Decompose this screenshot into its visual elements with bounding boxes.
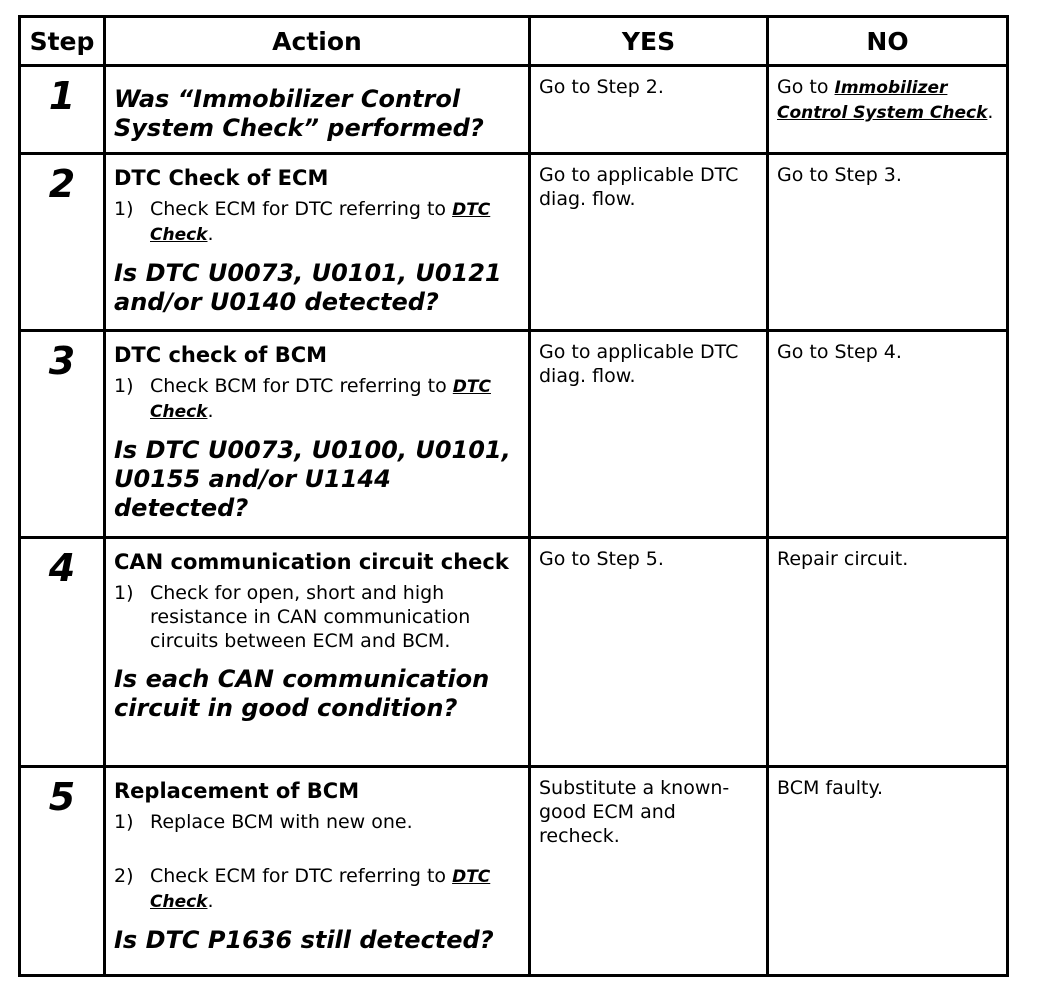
- action-cell: [105, 767, 530, 976]
- yes-result: Go to applicable DTC diag. flow.: [539, 164, 739, 210]
- yes-cell: [530, 331, 768, 538]
- step-cell: [20, 767, 105, 976]
- action-cell: [105, 154, 530, 331]
- step-question: Is each CAN communication circuit in good condition?: [114, 665, 490, 722]
- no-cell: [768, 767, 1008, 976]
- step-title: DTC Check of ECM: [114, 166, 329, 190]
- step-number: 3: [48, 339, 76, 383]
- no-result-suffix: .: [987, 101, 994, 123]
- yes-result: Substitute a known-good ECM and recheck.: [539, 777, 730, 847]
- no-cell: [768, 154, 1008, 331]
- item-number: 2): [114, 865, 134, 887]
- step-number: 1: [48, 74, 76, 118]
- no-result: [769, 67, 1006, 133]
- item-text: Check for open, short and high resistance in CAN communication circuits between ECM and BCM.: [150, 582, 471, 652]
- action-cell: [105, 66, 530, 154]
- item-suffix: .: [207, 890, 214, 912]
- yes-result: Go to Step 2.: [539, 76, 664, 98]
- step-title: Replacement of BCM: [114, 779, 360, 803]
- header-action: Action: [105, 17, 530, 66]
- step-number: 2: [48, 162, 76, 206]
- yes-cell: [530, 767, 768, 976]
- table-row: [20, 331, 1008, 538]
- item-text: Check ECM for DTC referring to: [150, 198, 453, 220]
- immobilizer-check-link[interactable]: Immobilizer Control System Check: [777, 78, 988, 123]
- yes-cell: [530, 154, 768, 331]
- header-no: NO: [768, 17, 1008, 66]
- action-item: [114, 374, 520, 424]
- step-number: 4: [48, 546, 76, 590]
- no-result: Go to Step 4.: [777, 341, 902, 363]
- header-step: Step: [20, 17, 105, 66]
- no-result: Go to Step 3.: [777, 164, 902, 186]
- table-row: [20, 767, 1008, 976]
- step-title: CAN communication circuit check: [114, 550, 509, 574]
- no-result: BCM faulty.: [777, 777, 884, 799]
- header-row: [20, 17, 1008, 66]
- step-cell: [20, 331, 105, 538]
- item-text: Check BCM for DTC referring to: [150, 375, 453, 397]
- item-number: 1): [114, 375, 134, 397]
- item-suffix: .: [207, 223, 214, 245]
- table-row: [20, 154, 1008, 331]
- header-yes: YES: [530, 17, 768, 66]
- table-row: [20, 538, 1008, 767]
- no-cell: [768, 66, 1008, 154]
- table-row: [20, 66, 1008, 154]
- step-question: Was “Immobilizer Control System Check” performed?: [114, 85, 484, 142]
- item-suffix: .: [207, 400, 214, 422]
- step-question: Is DTC P1636 still detected?: [114, 926, 494, 954]
- action-cell: [105, 538, 530, 767]
- item-number: 1): [114, 198, 134, 220]
- step-title: DTC check of BCM: [114, 343, 328, 367]
- dtc-check-link[interactable]: DTC Check: [150, 867, 491, 912]
- action-item: [114, 864, 520, 914]
- action-item: [114, 810, 520, 834]
- step-question: Is DTC U0073, U0100, U0101, U0155 and/or U1144 detected?: [114, 436, 511, 522]
- action-item: [114, 581, 520, 653]
- action-item: [114, 197, 520, 247]
- no-cell: [768, 538, 1008, 767]
- item-number: 1): [114, 811, 134, 833]
- yes-cell: [530, 538, 768, 767]
- action-cell: [105, 331, 530, 538]
- step-number: 5: [48, 775, 76, 819]
- no-cell: [768, 331, 1008, 538]
- step-question: Is DTC U0073, U0101, U0121 and/or U0140 detected?: [114, 259, 502, 316]
- step-cell: [20, 154, 105, 331]
- dtc-check-link[interactable]: DTC Check: [150, 377, 491, 422]
- yes-result: Go to applicable DTC diag. flow.: [539, 341, 739, 387]
- item-text: Replace BCM with new one.: [150, 811, 413, 833]
- yes-result: Go to Step 5.: [539, 548, 664, 570]
- yes-cell: [530, 66, 768, 154]
- diagnostic-flow-table: [18, 15, 1009, 977]
- step-cell: [20, 66, 105, 154]
- dtc-check-link[interactable]: DTC Check: [150, 200, 491, 245]
- step-cell: [20, 538, 105, 767]
- item-text: Check ECM for DTC referring to: [150, 865, 453, 887]
- item-number: 1): [114, 582, 134, 604]
- no-result: Repair circuit.: [777, 548, 909, 570]
- no-result-text: Go to: [777, 76, 835, 98]
